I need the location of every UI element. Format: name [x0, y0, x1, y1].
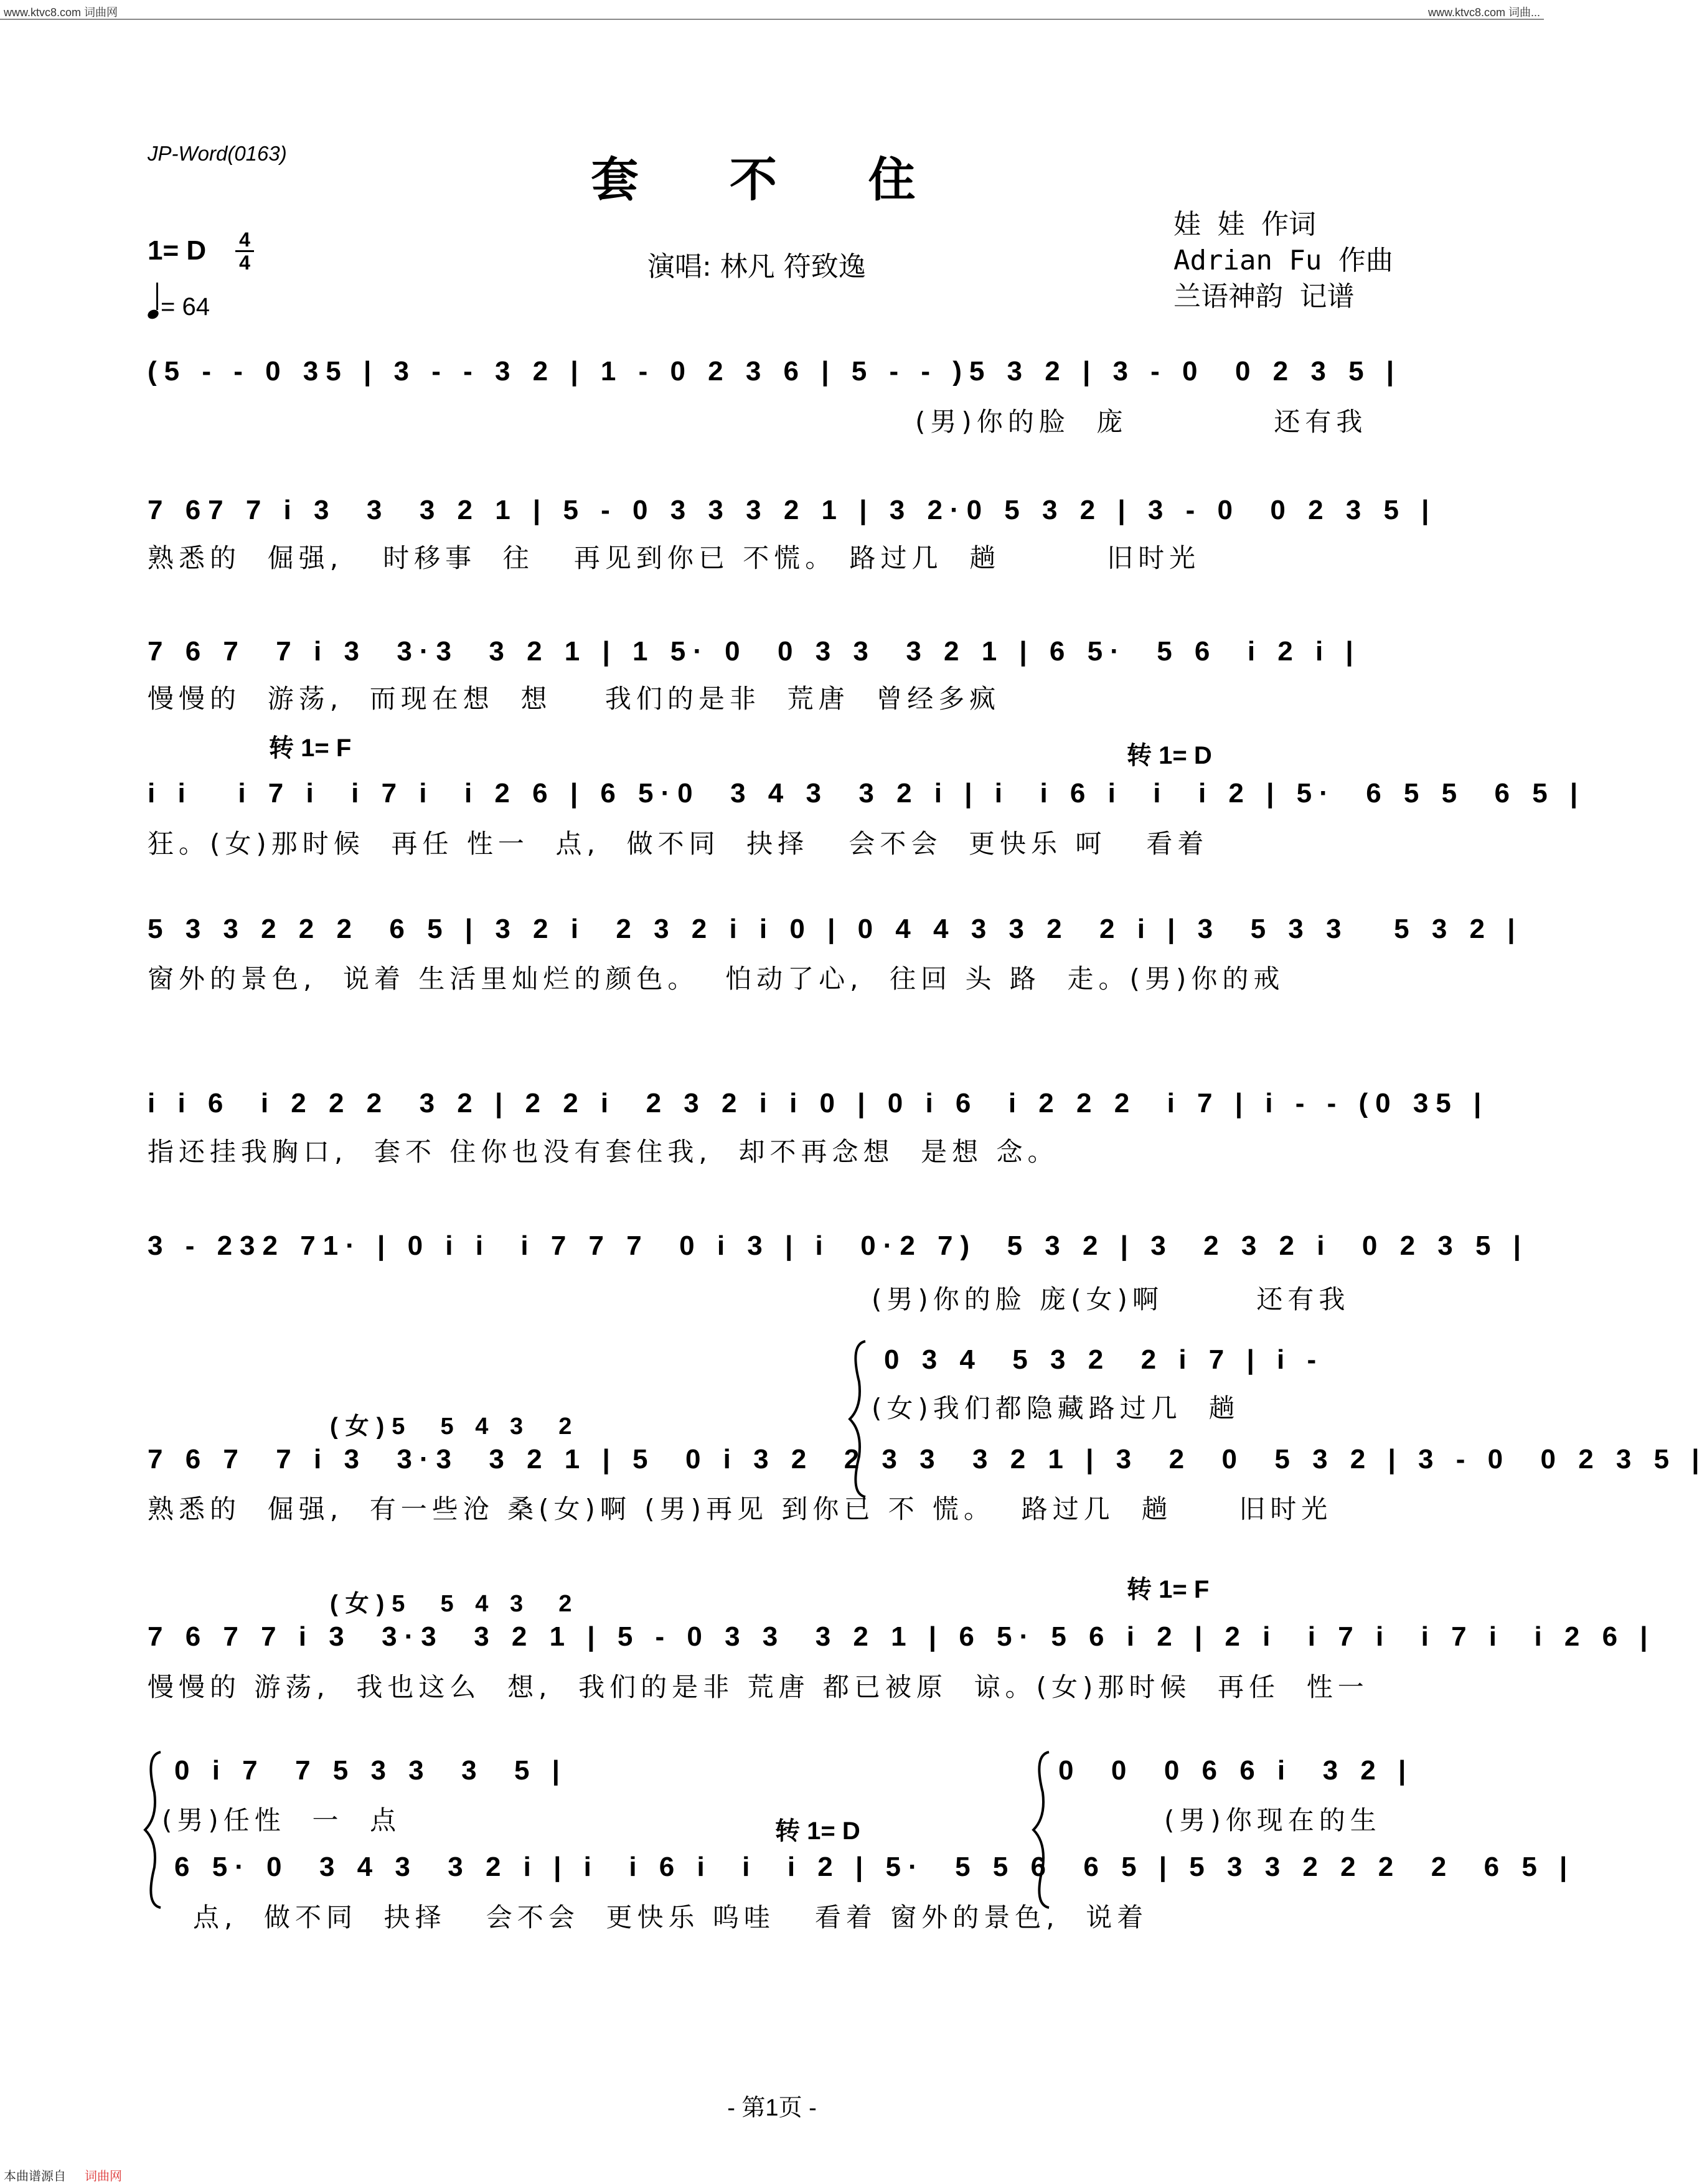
song-title: 套 不 住 — [591, 152, 953, 207]
modulation-mark-2: 转 1= D — [1127, 742, 1212, 769]
notation-row-4: i i i 7 i i 7 i i 2 6 | 6 5·0 3 4 3 3 2 i | i i 6 i i i 2 | 5· 6 5 5 6 5 | — [148, 778, 1586, 808]
upper-voice-4: 0 i 7 7 5 3 3 3 5 | — [174, 1755, 567, 1786]
lyrics-row-9: 慢慢的 游荡, 我也这么 想, 我们的是非 荒唐 都已被原 谅。(女)那时候 再任 性一 — [148, 1672, 1369, 1702]
modulation-mark-1: 转 1= F — [269, 734, 352, 762]
lyrics-row-4: 狂。(女)那时候 再任 性一 点, 做不同 抉择 会不会 更快乐 呵 看着 — [148, 828, 1209, 859]
upper-voice-1: (女)5 5 4 3 2 — [330, 1413, 580, 1440]
source-tag: JP-Word(0163) — [148, 142, 287, 165]
notation-row-1: (5 - - 0 35 | 3 - - 3 2 | 1 - 0 2 3 6 | 5 - - )5 3 2 | 3 - 0 0 2 3 5 | — [148, 356, 1402, 387]
note-stem — [156, 283, 158, 310]
footer-source-label: 本曲谱源自 — [4, 2170, 66, 2183]
notation-row-5: 5 3 3 2 2 2 6 5 | 3 2 i 2 3 2 i i 0 | 0 4 4 3 3 2 2 i | 3 5 3 3 5 3 2 | — [148, 914, 1523, 944]
notation-row-10: 6 5· 0 3 4 3 3 2 i | i i 6 i i i 2 | 5· 5 5 6 6 5 | 5 3 3 2 2 2 2 6 5 | — [174, 1852, 1575, 1882]
notation-row-2: 7 67 7 i 3 3 3 2 1 | 5 - 0 3 3 3 2 1 | 3 2·0 5 3 2 | 3 - 0 0 2 3 5 | — [148, 495, 1437, 525]
time-signature — [235, 230, 254, 272]
lyrics-row-6: 指还挂我胸口, 套不 住你也没有套住我, 却不再念想 是想 念。 — [148, 1137, 1059, 1167]
header-url-right: www.ktvc8.com 词曲... — [1427, 6, 1540, 19]
lyrics-row-2: 熟悉的 倔强, 时移事 往 再见到你已 不慌。 路过几 趟 旧时光 — [148, 543, 1201, 573]
transcriber-credit: 兰语神韵 记谱 — [1173, 281, 1355, 312]
notation-row-9: 7 6 7 7 i 3 3·3 3 2 1 | 5 - 0 3 3 3 2 1 | 6 5· 5 6 i 2 | 2 i i 7 i i 7 i i 2 6 | — [148, 1621, 1655, 1652]
lyrics-row-1: (男)你的脸 庞 还有我 — [915, 406, 1368, 437]
upper-voice-2-lyrics: (女)我们都隐藏路过几 趟 — [872, 1393, 1240, 1423]
footer-source-site: 词曲网 — [85, 2170, 122, 2183]
tempo-marking — [148, 288, 210, 321]
footer-source — [4, 2166, 122, 2184]
upper-voice-5-lyrics: (男)你现在的生 — [1164, 1805, 1381, 1835]
lyrics-row-10: 点, 做不同 抉择 会不会 更快乐 呜哇 看着 窗外的景色, 说着 — [193, 1902, 1149, 1933]
composer-credit: Adrian Fu 作曲 — [1173, 245, 1393, 276]
notation-row-8: 7 6 7 7 i 3 3·3 3 2 1 | 5 0 i 3 2 2 3 3 3 2 1 | 3 2 0 5 3 2 | 3 - 0 0 2 3 5 | — [148, 1444, 1707, 1474]
system-brace-1 — [847, 1338, 872, 1500]
upper-voice-2: 0 3 4 5 3 2 2 i 7 | i - — [884, 1344, 1324, 1375]
header-divider — [0, 19, 1544, 20]
lyrics-row-7: (男)你的脸 庞(女)啊 还有我 — [872, 1284, 1350, 1315]
lyrics-row-5: 窗外的景色, 说着 生活里灿烂的颜色。 怕动了心, 往回 头 路 走。(男)你的戒 — [148, 963, 1285, 994]
time-signature-top: 4 — [239, 228, 250, 251]
notation-row-7: 3 - 232 71· | 0 i i i 7 7 7 0 i 3 | i 0·2 7) 5 3 2 | 3 2 3 2 i 0 2 3 5 | — [148, 1230, 1528, 1261]
header-url-left: www.ktvc8.com 词曲网 — [4, 6, 118, 19]
upper-voice-3: (女)5 5 4 3 2 — [330, 1591, 580, 1617]
upper-voice-5: 0 0 0 6 6 i 3 2 | — [1058, 1755, 1414, 1786]
notation-row-3: 7 6 7 7 i 3 3·3 3 2 1 | 1 5· 0 0 3 3 3 2 1 | 6 5· 5 6 i 2 i | — [148, 636, 1361, 667]
singer-credit: 演唱: 林凡 符致逸 — [647, 251, 866, 283]
lyrics-row-3: 慢慢的 游荡, 而现在想 想 我们的是非 荒唐 曾经多疯 — [148, 683, 1001, 714]
upper-voice-4-lyrics: (男)任性 一 点 — [162, 1805, 402, 1835]
key-signature: 1= D — [148, 235, 207, 266]
lyricist-credit: 娃 娃 作词 — [1173, 209, 1316, 240]
lyrics-row-8: 熟悉的 倔强, 有一些沧 桑(女)啊 (男)再见 到你已 不 慌。 路过几 趟 旧时光 — [148, 1494, 1333, 1524]
page-number: - 第1页 - — [727, 2095, 817, 2121]
credits-block — [1173, 207, 1393, 315]
notation-row-6: i i 6 i 2 2 2 3 2 | 2 2 i 2 3 2 i i 0 | 0 i 6 i 2 2 2 i 7 | i - - (0 35 | — [148, 1088, 1489, 1118]
system-brace-2 — [142, 1749, 167, 1911]
modulation-mark-3: 转 1= F — [1127, 1576, 1210, 1603]
tempo-value: = 64 — [161, 293, 210, 321]
time-signature-bottom: 4 — [239, 251, 250, 274]
system-brace-3 — [1030, 1749, 1055, 1911]
modulation-mark-4: 转 1= D — [775, 1817, 860, 1845]
